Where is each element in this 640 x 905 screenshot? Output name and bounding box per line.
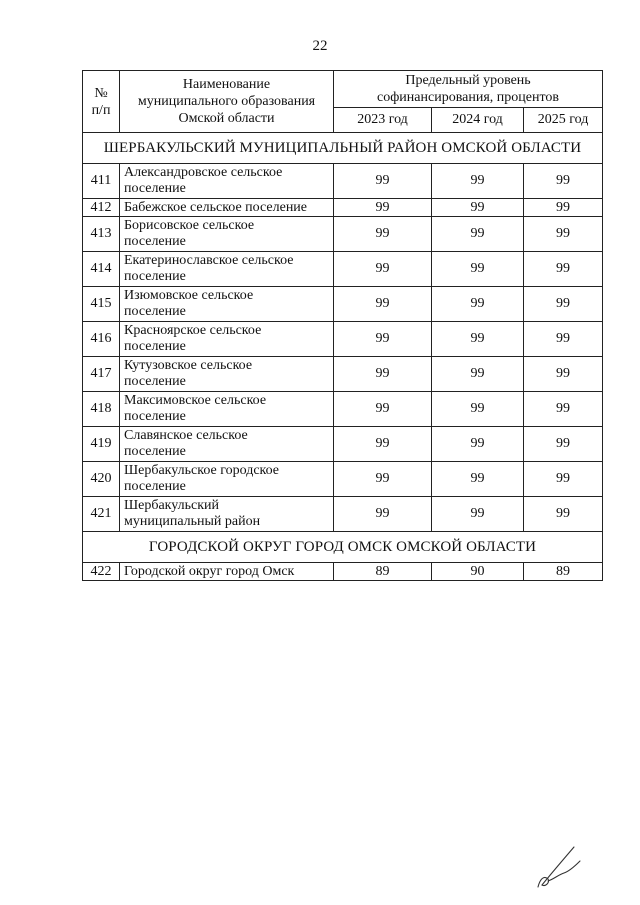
signature-mark <box>528 835 588 895</box>
section-row <box>83 532 603 563</box>
table-row <box>83 392 603 427</box>
header-year-2024: 2024 год <box>432 108 524 133</box>
table-row <box>83 164 603 199</box>
row-value-2024: 99 <box>432 392 524 427</box>
row-name: Красноярское сельское поселение <box>120 322 334 357</box>
row-value-2025: 99 <box>524 287 603 322</box>
row-value-2025: 99 <box>524 427 603 462</box>
header-number <box>83 71 120 133</box>
row-name: Городской округ город Омск <box>120 563 334 581</box>
row-value-2023: 99 <box>334 252 432 287</box>
section-title: ГОРОДСКОЙ ОКРУГ ГОРОД ОМСК ОМСКОЙ ОБЛАСТИ <box>83 532 603 563</box>
row-number: 422 <box>83 563 120 581</box>
table-row <box>83 462 603 497</box>
row-value-2023: 99 <box>334 287 432 322</box>
table-row <box>83 357 603 392</box>
row-value-2023: 99 <box>334 462 432 497</box>
page-number: 22 <box>312 38 328 54</box>
row-value-2023: 99 <box>334 164 432 199</box>
row-number: 420 <box>83 462 120 497</box>
row-value-2023: 89 <box>334 563 432 581</box>
table-row <box>83 563 603 581</box>
row-value-2023: 99 <box>334 322 432 357</box>
row-name: Кутузовское сельское поселение <box>120 357 334 392</box>
row-value-2024: 99 <box>432 322 524 357</box>
row-number: 421 <box>83 497 120 532</box>
row-value-2025: 99 <box>524 252 603 287</box>
row-number: 419 <box>83 427 120 462</box>
row-name: Шербакульский муниципальный район <box>120 497 334 532</box>
row-value-2023: 99 <box>334 217 432 252</box>
row-value-2025: 99 <box>524 392 603 427</box>
row-value-2024: 99 <box>432 497 524 532</box>
row-value-2023: 99 <box>334 497 432 532</box>
cofinancing-table <box>82 70 603 581</box>
row-value-2025: 99 <box>524 322 603 357</box>
row-name: Александровское сельское поселение <box>120 164 334 199</box>
row-value-2023: 99 <box>334 357 432 392</box>
row-value-2025: 99 <box>524 199 603 217</box>
row-name: Борисовское сельское поселение <box>120 217 334 252</box>
row-number: 415 <box>83 287 120 322</box>
row-value-2025: 99 <box>524 164 603 199</box>
header-number-label: № п/п <box>91 85 111 118</box>
row-value-2024: 99 <box>432 287 524 322</box>
row-value-2023: 99 <box>334 427 432 462</box>
table-body <box>83 133 603 581</box>
row-value-2024: 99 <box>432 427 524 462</box>
table-row <box>83 322 603 357</box>
header-level <box>334 71 603 108</box>
row-name: Екатеринославское сельское поселение <box>120 252 334 287</box>
row-value-2025: 89 <box>524 563 603 581</box>
row-value-2025: 99 <box>524 217 603 252</box>
table-row <box>83 287 603 322</box>
row-value-2024: 99 <box>432 164 524 199</box>
row-name: Изюмовское сельское поселение <box>120 287 334 322</box>
table-row <box>83 199 603 217</box>
header-year-2023: 2023 год <box>334 108 432 133</box>
row-name: Шербакульское городское поселение <box>120 462 334 497</box>
row-value-2025: 99 <box>524 462 603 497</box>
row-name: Бабежское сельское поселение <box>120 199 334 217</box>
section-title: ШЕРБАКУЛЬСКИЙ МУНИЦИПАЛЬНЫЙ РАЙОН ОМСКОЙ ОБЛАСТИ <box>83 133 603 164</box>
row-value-2024: 99 <box>432 199 524 217</box>
row-number: 413 <box>83 217 120 252</box>
row-name: Славянское сельское поселение <box>120 427 334 462</box>
row-value-2024: 99 <box>432 252 524 287</box>
row-number: 416 <box>83 322 120 357</box>
header-name-label: Наименование муниципального образования Омской области <box>137 77 316 126</box>
row-value-2025: 99 <box>524 497 603 532</box>
row-value-2023: 99 <box>334 392 432 427</box>
header-year-2025: 2025 год <box>524 108 603 133</box>
row-number: 412 <box>83 199 120 217</box>
row-value-2024: 99 <box>432 217 524 252</box>
table-row <box>83 497 603 532</box>
row-number: 418 <box>83 392 120 427</box>
row-value-2023: 99 <box>334 199 432 217</box>
row-value-2024: 90 <box>432 563 524 581</box>
section-row <box>83 133 603 164</box>
row-number: 417 <box>83 357 120 392</box>
header-name <box>120 71 334 133</box>
table-row <box>83 427 603 462</box>
row-value-2024: 99 <box>432 357 524 392</box>
row-value-2024: 99 <box>432 462 524 497</box>
table-row <box>83 217 603 252</box>
table-row <box>83 252 603 287</box>
row-name: Максимовское сельское поселение <box>120 392 334 427</box>
header-level-label: Предельный уровень софинансирования, процентов <box>377 73 559 105</box>
row-number: 414 <box>83 252 120 287</box>
row-number: 411 <box>83 164 120 199</box>
row-value-2025: 99 <box>524 357 603 392</box>
